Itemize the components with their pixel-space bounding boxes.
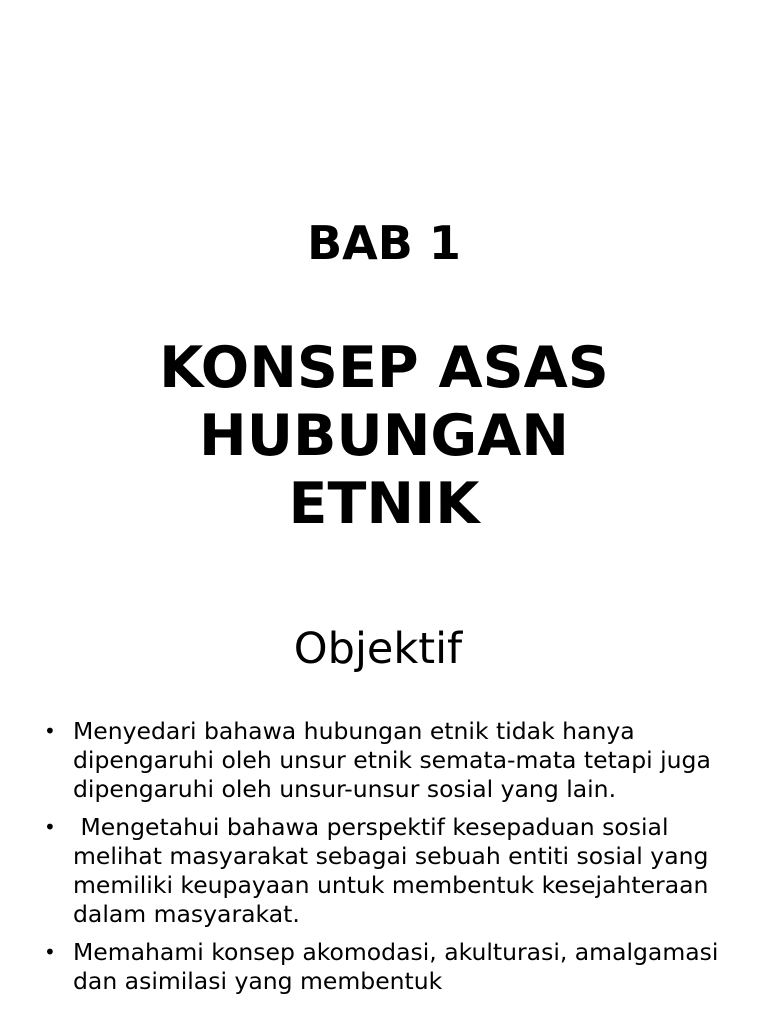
main-title [0, 334, 768, 538]
objectives-slide [0, 585, 768, 1024]
main-title-line: HUBUNGAN [198, 403, 570, 469]
objective-text: Memahami konsep akomodasi, akulturasi, amalgamasi dan asimilasi yang membentuk [73, 938, 719, 995]
objectives-heading: Objektif [293, 624, 463, 674]
objective-item [0, 813, 740, 929]
objective-item [0, 717, 740, 804]
objective-text: Mengetahui bahawa perspektif kesepaduan sosial melihat masyarakat sebagai sebuah entiti sosial yang memiliki keupayaan untuk membentuk kesejahteraan dalam masyarakat. [73, 813, 716, 928]
main-title-line: ETNIK [288, 471, 480, 537]
bullet-icon: • [44, 815, 56, 839]
objectives-list [0, 717, 740, 1005]
main-title-line: KONSEP ASAS [159, 335, 609, 401]
chapter-label: BAB 1 [307, 216, 461, 270]
bullet-icon: • [44, 719, 56, 743]
objective-item [0, 938, 740, 996]
bullet-icon: • [44, 940, 56, 964]
objective-text: Menyedari bahawa hubungan etnik tidak hanya dipengaruhi oleh unsur etnik semata-mata tetapi juga dipengaruhi oleh unsur-unsur sosial yang lain. [73, 717, 711, 803]
